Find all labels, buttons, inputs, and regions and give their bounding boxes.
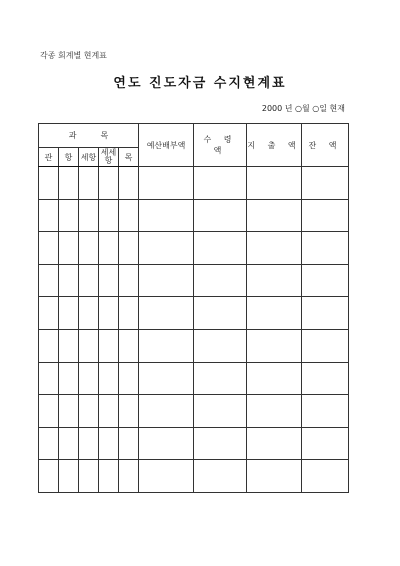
table-cell[interactable] bbox=[194, 460, 247, 493]
table-cell[interactable] bbox=[194, 297, 247, 330]
header-received: 수 령 액 bbox=[194, 124, 247, 167]
header-expenditure: 지 출 액 bbox=[247, 124, 302, 167]
table-cell[interactable] bbox=[99, 395, 119, 428]
table-body bbox=[39, 167, 349, 493]
date-line: 2000 년 ○월 ○일 현재 bbox=[261, 104, 345, 113]
table-cell[interactable] bbox=[59, 427, 79, 460]
table-cell[interactable] bbox=[99, 264, 119, 297]
table-cell[interactable] bbox=[302, 167, 349, 200]
table-cell[interactable] bbox=[247, 199, 302, 232]
table-cell[interactable] bbox=[302, 297, 349, 330]
table-cell[interactable] bbox=[247, 395, 302, 428]
table-cell[interactable] bbox=[119, 460, 139, 493]
table-row bbox=[39, 232, 349, 265]
table-cell[interactable] bbox=[59, 362, 79, 395]
table-cell[interactable] bbox=[39, 362, 59, 395]
table-cell[interactable] bbox=[302, 329, 349, 362]
table-cell[interactable] bbox=[119, 427, 139, 460]
table-cell[interactable] bbox=[194, 362, 247, 395]
subheader-gwan: 관 bbox=[39, 148, 59, 167]
table-cell[interactable] bbox=[119, 297, 139, 330]
table-header-row bbox=[39, 124, 349, 148]
table-cell[interactable] bbox=[139, 395, 194, 428]
table-cell[interactable] bbox=[247, 427, 302, 460]
table-cell[interactable] bbox=[99, 232, 119, 265]
table-row bbox=[39, 460, 349, 493]
table-cell[interactable] bbox=[79, 427, 99, 460]
table-row bbox=[39, 329, 349, 362]
table-cell[interactable] bbox=[194, 199, 247, 232]
table-cell[interactable] bbox=[79, 362, 99, 395]
header-gwamok: 과목 bbox=[39, 124, 139, 148]
table-cell[interactable] bbox=[119, 232, 139, 265]
table-cell[interactable] bbox=[39, 167, 59, 200]
table-cell[interactable] bbox=[119, 395, 139, 428]
table-cell[interactable] bbox=[139, 167, 194, 200]
header-budget: 예산배부액 bbox=[139, 124, 194, 167]
document-category-label: 각종 회계별 현계표 bbox=[40, 51, 107, 60]
table-cell[interactable] bbox=[194, 329, 247, 362]
table-cell[interactable] bbox=[79, 264, 99, 297]
table-cell[interactable] bbox=[194, 427, 247, 460]
table-cell[interactable] bbox=[99, 297, 119, 330]
table-cell[interactable] bbox=[99, 199, 119, 232]
subheader-sesehang-bottom: 항 bbox=[104, 156, 113, 165]
table-cell[interactable] bbox=[59, 395, 79, 428]
table-cell[interactable] bbox=[79, 297, 99, 330]
table-cell[interactable] bbox=[39, 232, 59, 265]
table-cell[interactable] bbox=[39, 395, 59, 428]
document-title: 연도 진도자금 수지현계표 bbox=[113, 76, 287, 91]
table-cell[interactable] bbox=[247, 297, 302, 330]
table-row bbox=[39, 427, 349, 460]
table-cell[interactable] bbox=[139, 460, 194, 493]
table-cell[interactable] bbox=[39, 427, 59, 460]
table-cell[interactable] bbox=[99, 167, 119, 200]
table-cell[interactable] bbox=[247, 460, 302, 493]
fund-table bbox=[38, 123, 349, 493]
table-row bbox=[39, 264, 349, 297]
table-cell[interactable] bbox=[119, 167, 139, 200]
table-cell[interactable] bbox=[139, 232, 194, 265]
table-cell[interactable] bbox=[302, 460, 349, 493]
table-cell[interactable] bbox=[139, 427, 194, 460]
table-cell[interactable] bbox=[59, 297, 79, 330]
table-cell[interactable] bbox=[79, 460, 99, 493]
table-cell[interactable] bbox=[302, 199, 349, 232]
table-cell[interactable] bbox=[99, 329, 119, 362]
table-cell[interactable] bbox=[247, 329, 302, 362]
table-cell[interactable] bbox=[247, 264, 302, 297]
table-cell[interactable] bbox=[39, 264, 59, 297]
table-cell[interactable] bbox=[59, 264, 79, 297]
table-cell[interactable] bbox=[79, 329, 99, 362]
table-cell[interactable] bbox=[79, 232, 99, 265]
subheader-mok: 목 bbox=[119, 148, 139, 167]
table-cell[interactable] bbox=[79, 395, 99, 428]
table-cell[interactable] bbox=[99, 362, 119, 395]
subheader-hang: 항 bbox=[59, 148, 79, 167]
table-cell[interactable] bbox=[139, 264, 194, 297]
table-cell[interactable] bbox=[119, 329, 139, 362]
table-cell[interactable] bbox=[247, 167, 302, 200]
table-cell[interactable] bbox=[302, 395, 349, 428]
table-cell[interactable] bbox=[59, 232, 79, 265]
table-row bbox=[39, 167, 349, 200]
table-cell[interactable] bbox=[139, 329, 194, 362]
table-cell[interactable] bbox=[139, 362, 194, 395]
table-row bbox=[39, 199, 349, 232]
table-cell[interactable] bbox=[302, 362, 349, 395]
table-cell[interactable] bbox=[59, 329, 79, 362]
table-cell[interactable] bbox=[119, 362, 139, 395]
table-cell[interactable] bbox=[39, 199, 59, 232]
table-row bbox=[39, 362, 349, 395]
table-cell[interactable] bbox=[302, 232, 349, 265]
table-cell[interactable] bbox=[99, 460, 119, 493]
table-cell[interactable] bbox=[119, 264, 139, 297]
subheader-sehang: 세항 bbox=[79, 148, 99, 167]
table-cell[interactable] bbox=[194, 395, 247, 428]
table-cell[interactable] bbox=[59, 460, 79, 493]
table-row bbox=[39, 297, 349, 330]
table-cell[interactable] bbox=[247, 232, 302, 265]
subheader-sesehang-top: 세세 bbox=[100, 148, 117, 157]
table-cell[interactable] bbox=[99, 427, 119, 460]
table-cell[interactable] bbox=[139, 199, 194, 232]
table-cell[interactable] bbox=[194, 232, 247, 265]
table-cell[interactable] bbox=[139, 297, 194, 330]
table-cell[interactable] bbox=[39, 297, 59, 330]
table-cell[interactable] bbox=[59, 199, 79, 232]
table-cell[interactable] bbox=[247, 362, 302, 395]
table-cell[interactable] bbox=[302, 427, 349, 460]
subheader-sesehang bbox=[99, 148, 119, 167]
table-row bbox=[39, 395, 349, 428]
table-cell[interactable] bbox=[39, 329, 59, 362]
table-cell[interactable] bbox=[302, 264, 349, 297]
header-balance: 잔 액 bbox=[302, 124, 349, 167]
table-cell[interactable] bbox=[59, 167, 79, 200]
table-cell[interactable] bbox=[119, 199, 139, 232]
table-cell[interactable] bbox=[39, 460, 59, 493]
table-cell[interactable] bbox=[194, 264, 247, 297]
table-cell[interactable] bbox=[79, 167, 99, 200]
table-cell[interactable] bbox=[79, 199, 99, 232]
table-cell[interactable] bbox=[194, 167, 247, 200]
